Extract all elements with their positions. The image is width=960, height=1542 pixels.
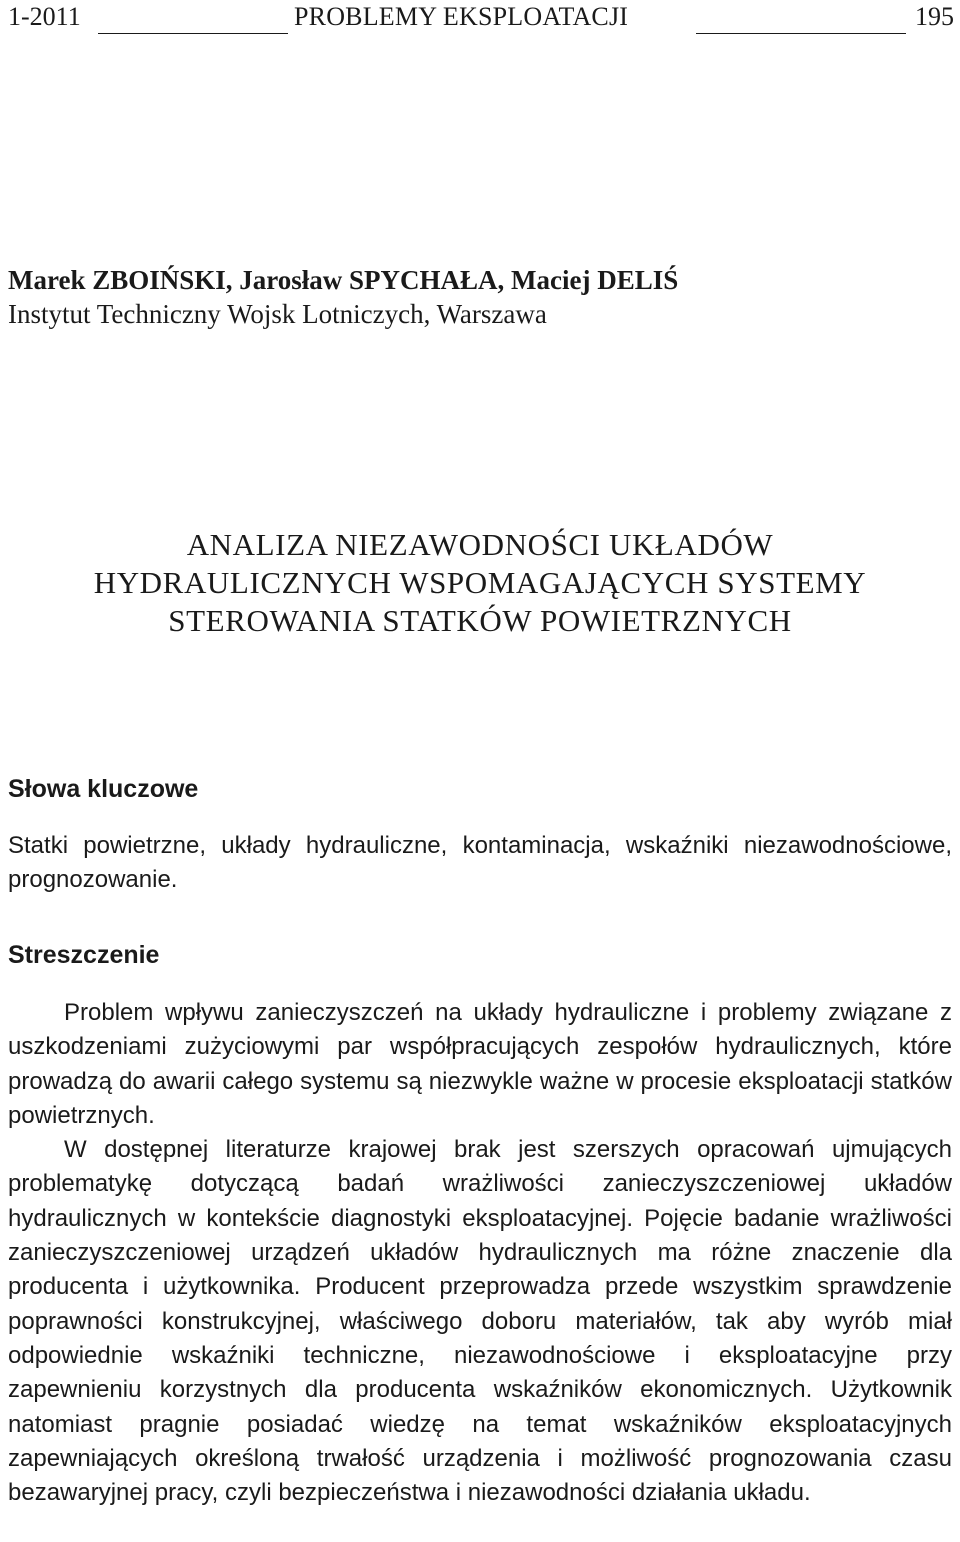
issue-number: 1-2011	[8, 2, 81, 31]
header-rule-right	[696, 33, 906, 34]
title-line: ANALIZA NIEZAWODNOŚCI UKŁADÓW	[186, 527, 774, 562]
keywords-text: Statki powietrzne, układy hydrauliczne, kontaminacja, wskaźniki niezawodnościowe, prognozowanie.	[8, 832, 952, 893]
abstract-paragraph: W dostępnej literaturze krajowej brak jest szerszych opracowań ujmujących problematykę dotyczącą badań wrażliwości zanieczyszczeniowej układów hydraulicznych w kontekście diagnostyki eksploatacyjnej. Pojęcie badanie wrażliwości zanieczyszczeniowej urządzeń układów hydraulicznych ma różne znaczenie dla producenta i użytkownika. Producent przeprowadza przede wszystkim sprawdzenie poprawności konstrukcyjnej, właściwego doboru materiałów, tak aby wyrób miał odpowiednie wskaźniki techniczne, niezawodnościowe i eksploatacyjne przy zapewnieniu korzystnych dla producenta wskaźników ekonomicznych. Użytkownik natomiast pragnie posiadać wiedzę na temat wskaźników eksploatacyjnych zapewniających określoną trwałość urządzenia i możliwość prognozowania czasu bezawaryjnej pracy, czyli bezpieczeństwa i niezawodności działania układu.	[8, 1136, 952, 1507]
author-affiliation: Instytut Techniczny Wojsk Lotniczych, Warszawa	[8, 299, 547, 329]
author-list: Marek ZBOIŃSKI, Jarosław SPYCHAŁA, Maciej DELIŚ	[8, 265, 679, 295]
title-line: HYDRAULICZNYCH WSPOMAGAJĄCYCH SYSTEMY	[93, 565, 867, 600]
abstract-heading: Streszczenie	[8, 941, 160, 969]
paper-title	[0, 526, 960, 640]
abstract-paragraph: Problem wpływu zanieczyszczeń na układy hydrauliczne i problemy związane z uszkodzeniami zużyciowymi par współpracujących zespołów hydraulicznych, które prowadzą do awarii całego systemu są niezwykle ważne w procesie eksploatacji statków powietrznych.	[8, 999, 952, 1129]
page-number: 195	[915, 2, 954, 31]
abstract-body	[8, 996, 952, 1510]
journal-title: PROBLEMY EKSPLOATACJI	[294, 2, 629, 31]
running-header	[8, 0, 954, 36]
title-line: STEROWANIA STATKÓW POWIETRZNYCH	[168, 603, 792, 638]
keywords-heading: Słowa kluczowe	[8, 775, 199, 803]
header-rule-left	[98, 33, 288, 34]
